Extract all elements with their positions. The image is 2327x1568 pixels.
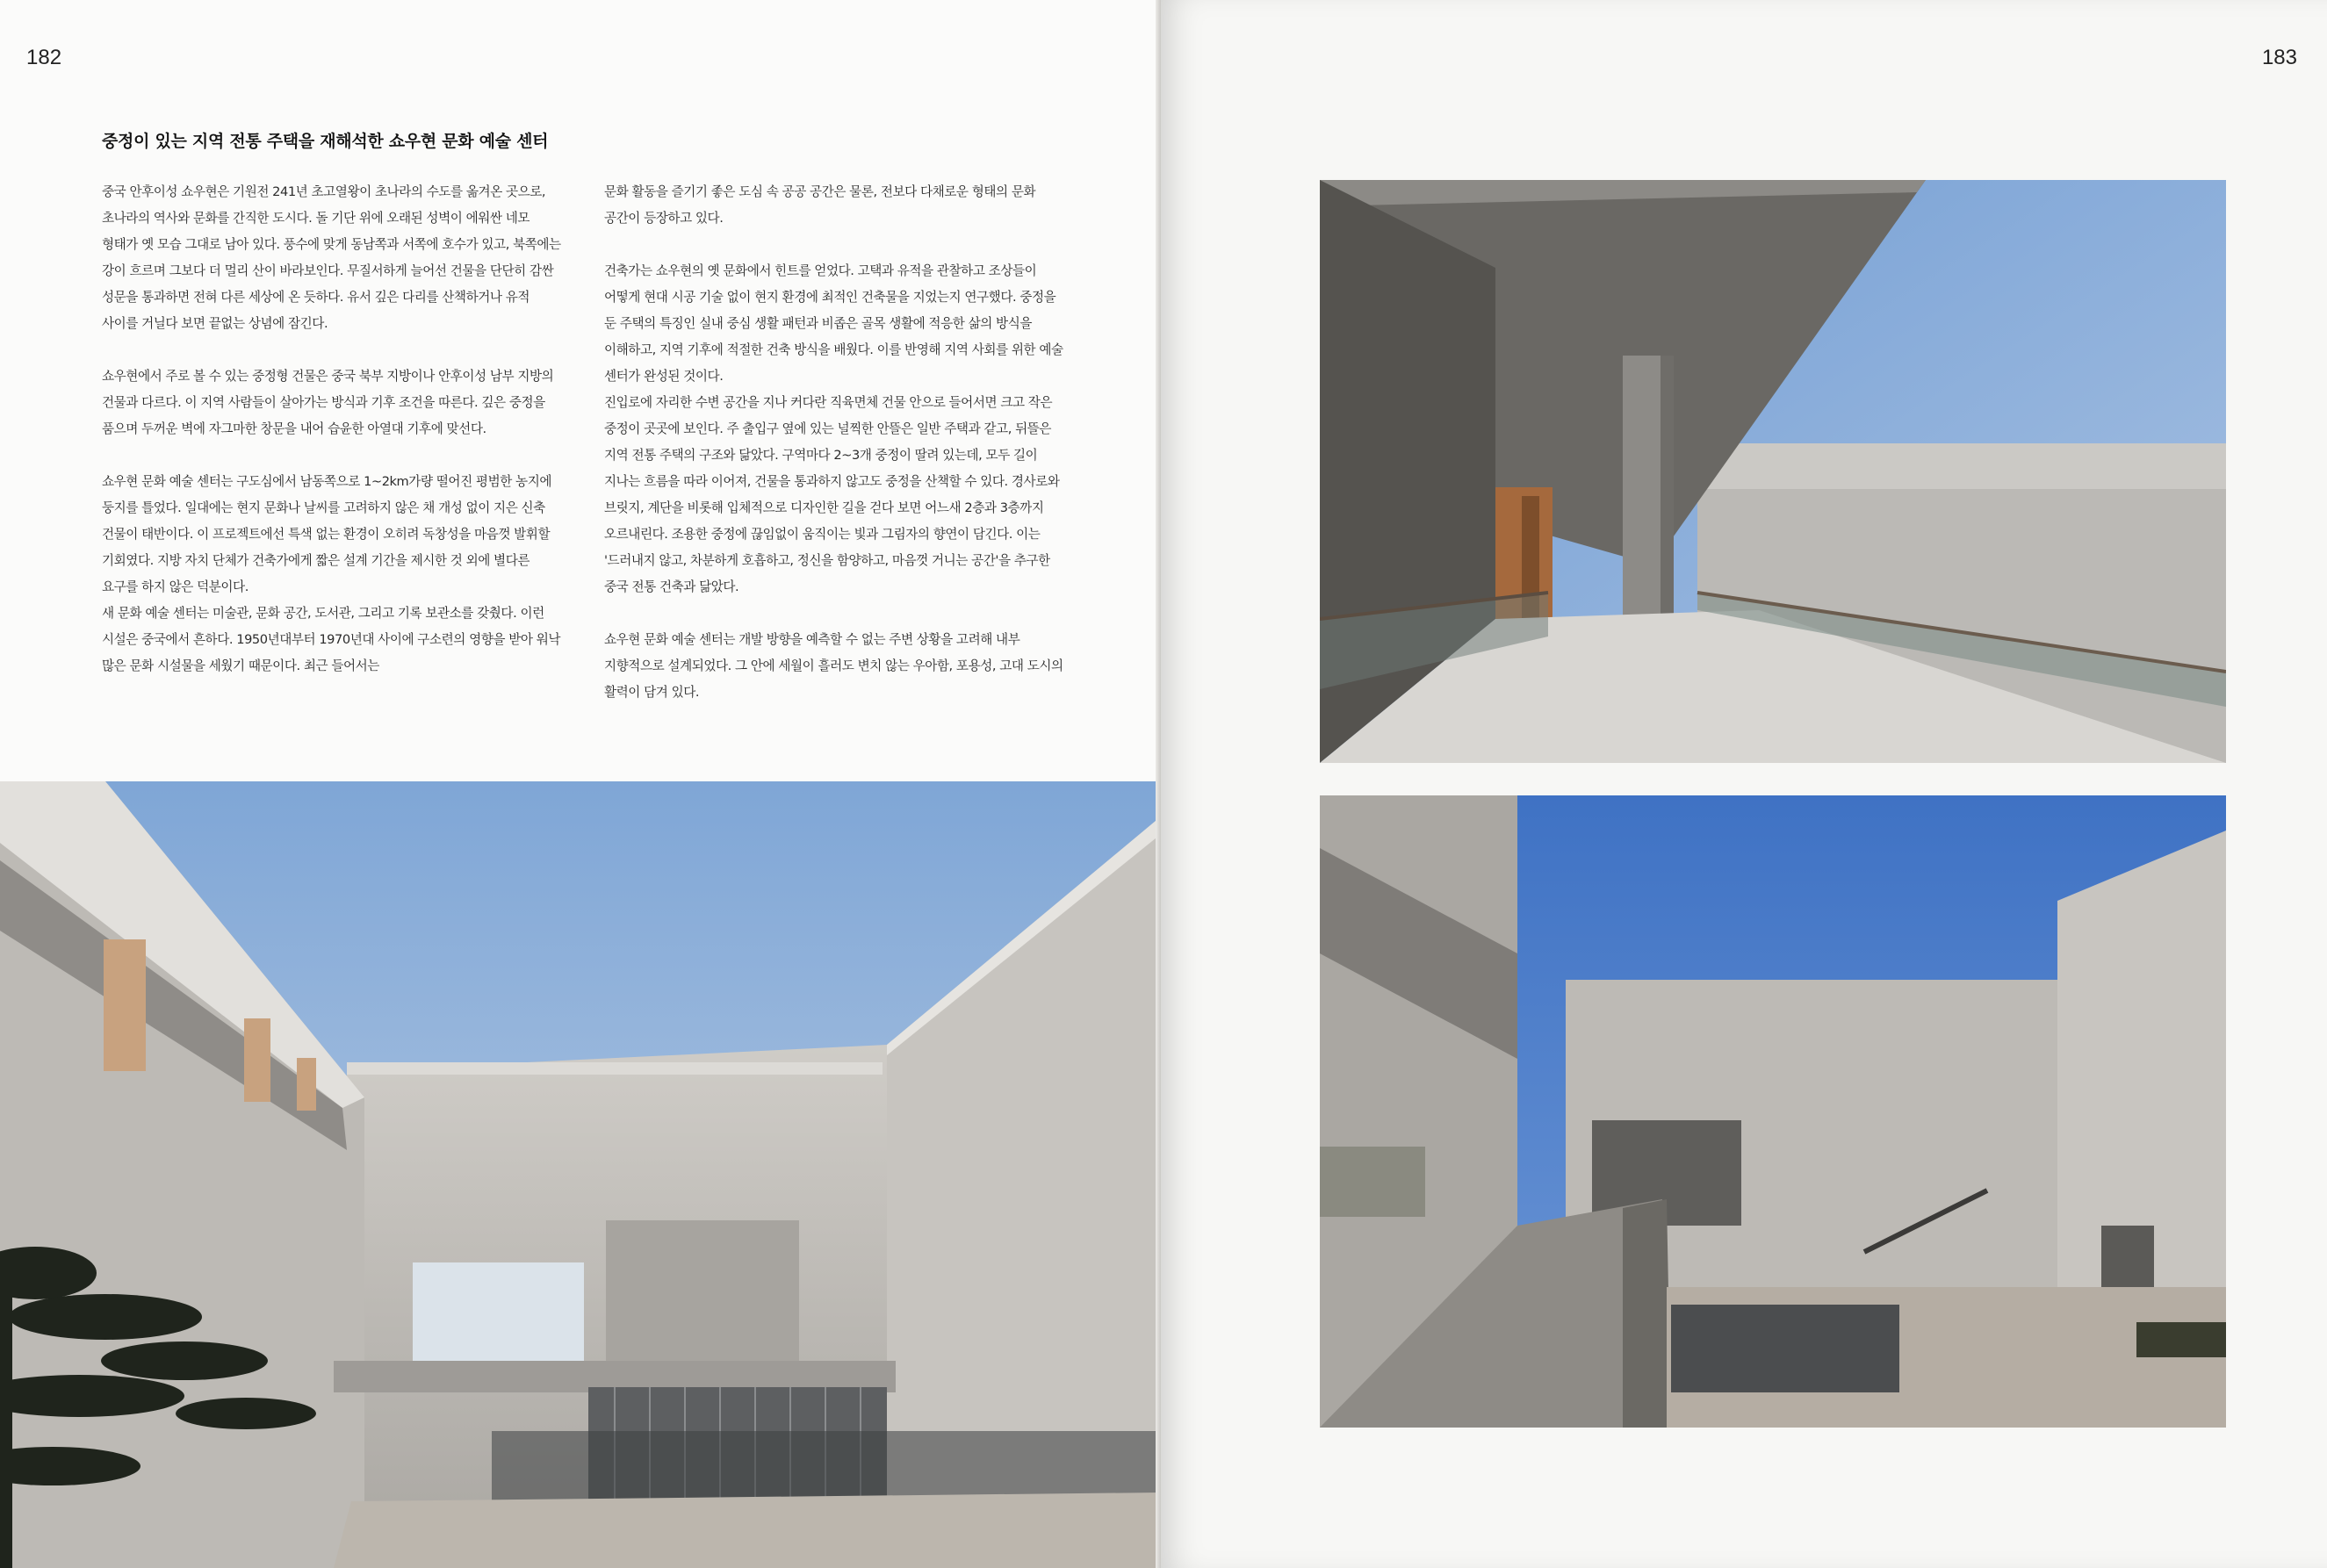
paragraph: 진입로에 자리한 수변 공간을 지나 커다란 직육면체 건물 안으로 들어서면 크고 작은 중정이 곳곳에 보인다. 주 출입구 옆에 있는 널찍한 안뜰은 일반 주택과 같고, 뒤뜰은 지역 전통 주택의 구조와 닮았다. 구역마다 2~3개 중정이 딸려 있는데, 모두 길이 지나는 흐름을 따라 이어져, 건물을 통과하지 않고도 중정을 산책할 수 있다. 경사로와 브릿지, 계단을 비롯해 입체적으로 디자인한 길을 걷다 보면 어느새 2층과 3층까지 오르내린다. 조용한 중정에 끊임없이 움직이는 빛과 그림자의 향연이 담긴다. 이는 '드러내지 않고, 차분하게 호흡하고, 정신을 함양하고, 마음껏 거니는 공간'을 추구한 중국 전통 건축과 닮았다. (604, 395, 1060, 594)
right-page (1161, 0, 2327, 1568)
page-number-left: 182 (26, 46, 62, 69)
corridor-photo (1320, 180, 2226, 763)
text-column-1 (102, 179, 569, 680)
paragraph: 문화 활동을 즐기기 좋은 도심 속 공공 공간은 물론, 전보다 다채로운 형태의 문화 공간이 등장하고 있다. (604, 184, 1036, 226)
courtyard-photo-main (0, 781, 1161, 1568)
paragraph: 중국 안후이성 쇼우현은 기원전 241년 초고열왕이 초나라의 수도를 옮겨온 곳으로, 초나라의 역사와 문화를 간직한 도시다. 돌 기단 위에 오래된 성벽이 에워싼 네모 형태가 옛 모습 그대로 남아 있다. 풍수에 맞게 동남쪽과 서쪽에 호수가 있고, 북쪽에는 강이 흐르며 그보다 더 멀리 산이 바라보인다. 무질서하게 늘어선 건물을 단단히 감싼 성문을 통과하면 전혀 다른 세상에 온 듯하다. 유서 깊은 다리를 산책하거나 유적 사이를 거닐다 보면 끝없는 상념에 잠긴다. (102, 184, 561, 331)
article-heading: 중정이 있는 지역 전통 주택을 재해석한 쇼우현 문화 예술 센터 (102, 132, 549, 151)
paragraph: 쇼우현 문화 예술 센터는 구도심에서 남동쪽으로 1~2km가량 떨어진 평범한 농지에 둥지를 틀었다. 일대에는 현지 문화나 날씨를 고려하지 않은 채 개성 없이 지은 신축 건물이 태반이다. 이 프로젝트에선 특색 없는 환경이 오히려 독창성을 마음껏 발휘할 기회였다. 지방 자치 단체가 건축가에게 짧은 설계 기간을 제시한 것 외에 별다른 요구를 하지 않은 덕분이다. (102, 474, 551, 594)
paragraph: 건축가는 쇼우현의 옛 문화에서 힌트를 얻었다. 고택과 유적을 관찰하고 조상들이 어떻게 현대 시공 기술 없이 현지 환경에 최적인 건축물을 지었는지 연구했다. 중정을 둔 주택의 특징인 실내 중심 생활 패턴과 비좁은 골목 생활에 적응한 삶의 방식을 이해하고, 지역 기후에 적절한 건축 방식을 배웠다. 이를 반영해 지역 사회를 위한 예술 센터가 완성된 것이다. (604, 263, 1063, 384)
text-column-2 (604, 179, 1071, 706)
courtyard-ramp-photo (1320, 795, 2226, 1428)
paragraph: 쇼우현에서 주로 볼 수 있는 중정형 건물은 중국 북부 지방이나 안후이성 남부 지방의 건물과 다르다. 이 지역 사람들이 살아가는 방식과 기후 조건을 따른다. 깊은 중정을 품으며 두꺼운 벽에 자그마한 창문을 내어 습윤한 아열대 기후에 맞선다. (102, 369, 554, 436)
paragraph: 새 문화 예술 센터는 미술관, 문화 공간, 도서관, 그리고 기록 보관소를 갖췄다. 이런 시설은 중국에서 흔하다. 1950년대부터 1970년대 사이에 구소련의 영향을 받아 워낙 많은 문화 시설물을 세웠기 때문이다. 최근 들어서는 (102, 606, 560, 673)
left-page (0, 0, 1161, 1568)
page-number-right: 183 (2261, 46, 2297, 69)
paragraph: 쇼우현 문화 예술 센터는 개발 방향을 예측할 수 없는 주변 상황을 고려해 내부 지향적으로 설계되었다. 그 안에 세월이 흘러도 변치 않는 우아함, 포용성, 고대 도시의 활력이 담겨 있다. (604, 632, 1063, 700)
